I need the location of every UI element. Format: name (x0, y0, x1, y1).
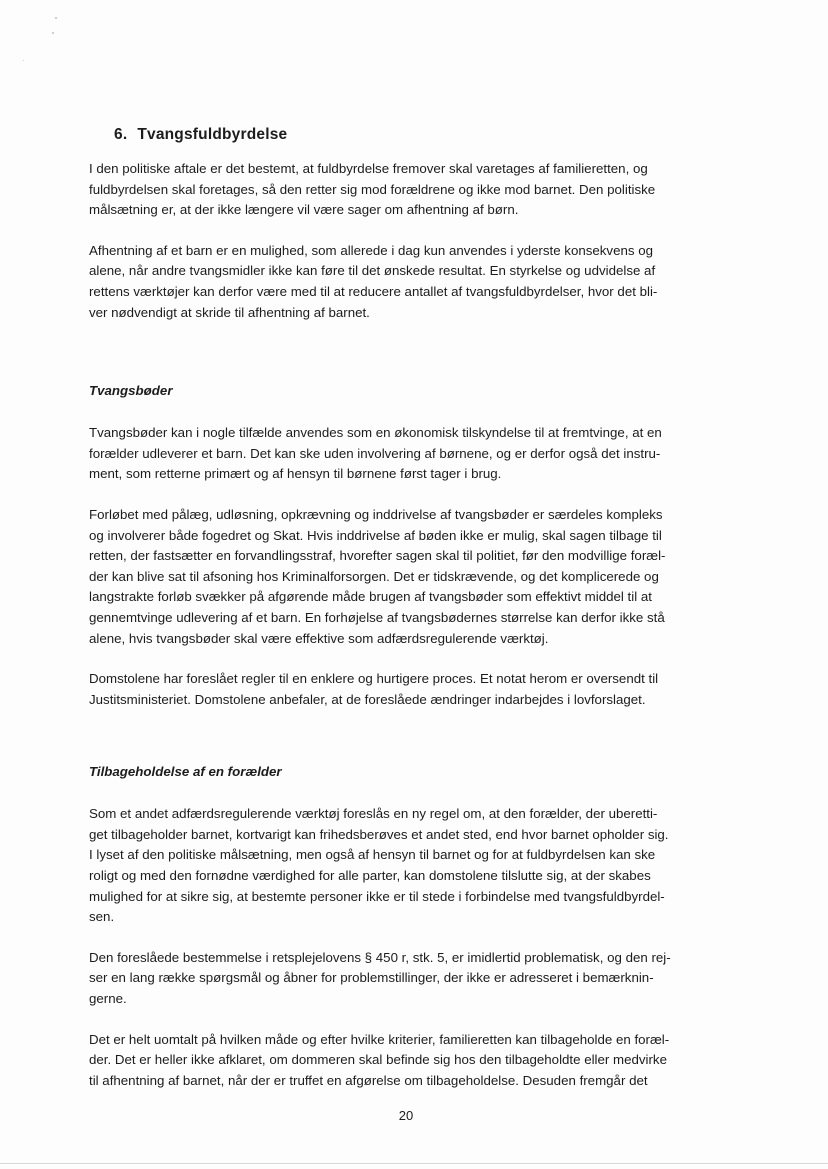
block-spacer (89, 649, 729, 669)
text-line: fuldbyrdelsen skal foretages, så den retter sig mod forældrene og ikke mod barnet. Den politiske (89, 181, 656, 197)
block-spacer (89, 485, 729, 505)
page-content (89, 126, 729, 1091)
paragraph (89, 669, 729, 710)
subheading: Tvangsbøder (89, 383, 173, 399)
text-line: Som et andet adfærdsregulerende værktøj foreslås en ny regel om, at den forælder, der uberetti- (89, 806, 658, 822)
section-number: 6. (114, 126, 128, 143)
body-text (89, 159, 729, 1091)
text-line: alene, når andre tvangsmidler ikke kan føre til det ønskede resultat. En styrkelse og udvidelse af (89, 263, 656, 279)
text-line: forælder udleverer et barn. Det kan ske uden involvering af børnene, og er derfor også det instru- (89, 445, 661, 461)
text-line: Det er helt uomtalt på hvilken måde og efter hvilke kriterier, familieretten kan tilbageholde en foræl- (89, 1031, 670, 1047)
text-line: retten, der fastsætter en forvandlingsstraf, hvorefter sagen skal til politiet, før den modvillige foræl- (89, 548, 666, 564)
text-line: gerne. (89, 991, 127, 1007)
block-spacer (89, 401, 729, 423)
text-line: Forløbet med pålæg, udløsning, opkrævning og inddrivelse af tvangsbøder er særdeles kompleks (89, 506, 663, 522)
text-line: der. Det er heller ikke afklaret, om dommeren skal befinde sig hos den tilbageholdte eller medvirke (89, 1052, 667, 1068)
text-line: ver nødvendigt at skride til afhentning af barnet. (89, 304, 370, 320)
block-spacer (89, 782, 729, 804)
scan-speck (55, 17, 57, 19)
block-spacer (89, 928, 729, 948)
text-line: målsætning er, at der ikke længere vil være sager om afhentning af børn. (89, 202, 519, 218)
text-line: roligt og med den fornødne værdighed for alle parter, kan domstolene tilslutte sig, at der skabes (89, 868, 651, 884)
text-line: rettens værktøjer kan derfor være med til at reducere antallet af tvangsfuldbyrdelser, hvor det bli- (89, 283, 658, 299)
text-line: Justitsministeriet. Domstolene anbefaler, at de foreslåede ændringer indarbejdes i lovforslaget. (89, 691, 646, 707)
bottom-rule (0, 1163, 828, 1164)
page-number: 20 (398, 1108, 414, 1123)
paragraph (89, 423, 729, 485)
text-line: ment, som retterne primært og af hensyn til børnene først tager i brug. (89, 466, 502, 482)
text-line: Domstolene har foreslået regler til en enklere og hurtigere proces. Et notat herom er oversendt til (89, 671, 659, 687)
text-line: langstrakte forløb svækker på afgørende måde brugen af tvangsbøder som effektivt middel til at (89, 589, 652, 605)
text-line: alene, hvis tvangsbøder skal være effektive som adfærdsregulerende værktøj. (89, 630, 549, 646)
text-line: I lyset af den politiske målsætning, men også af hensyn til barnet og for at fuldbyrdelsen kan ske (89, 847, 656, 863)
text-line: get tilbageholder barnet, kortvarigt kan frihedsberøves et andet sted, end hvor barnet opholder sig. (89, 826, 669, 842)
text-line: Tvangsbøder kan i nogle tilfælde anvendes som en økonomisk tilskyndelse til at fremtvinge, at en (89, 425, 662, 441)
paragraph (89, 159, 729, 221)
paragraph (89, 804, 729, 928)
paragraph (89, 241, 729, 323)
scan-speck (52, 32, 54, 34)
text-line: I den politiske aftale er det bestemt, at fuldbyrdelse fremover skal varetages af familieretten, og (89, 161, 648, 176)
section-title: Tvangsfuldbyrdelse (137, 126, 288, 143)
block-spacer (89, 1010, 729, 1030)
block-spacer (89, 323, 729, 381)
text-line: Den foreslåede bestemmelse i retsplejelovens § 450 r, stk. 5, er imidlertid problematisk, og den rej- (89, 949, 671, 965)
text-line: sen. (89, 909, 115, 925)
text-line: til afhentning af barnet, når der er truffet en afgørelse om tilbageholdelse. Desuden fremgår det (89, 1072, 648, 1088)
text-line: ser en lang række spørgsmål og åbner for problemstillinger, der ikke er adresseret i bemærknin- (89, 970, 654, 986)
paragraph (89, 505, 729, 649)
text-line: mulighed for at sikre sig, at bestemte personer ikke er til stede i forbindelse med tvangsfuldbyrdel- (89, 888, 665, 904)
scan-speck (23, 60, 24, 61)
paragraph (89, 948, 729, 1010)
subheading: Tilbageholdelse af en forælder (89, 764, 282, 780)
text-line: Afhentning af et barn er en mulighed, som allerede i dag kun anvendes i yderste konsekvens og (89, 242, 653, 258)
text-line: der kan blive sat til afsoning hos Kriminalforsorgen. Det er tidskrævende, og det komplicerede og (89, 568, 659, 584)
section-heading (114, 126, 729, 144)
text-line: gennemtvinge udlevering af et barn. En forhøjelse af tvangsbødernes størrelse kan derfor ikke stå (89, 609, 665, 625)
block-spacer (89, 710, 729, 762)
block-spacer (89, 221, 729, 241)
paragraph (89, 1030, 729, 1092)
text-line: og involverer både fogedret og Skat. Hvis inddrivelse af bøden ikke er mulig, skal sagen tilbage til (89, 527, 662, 543)
